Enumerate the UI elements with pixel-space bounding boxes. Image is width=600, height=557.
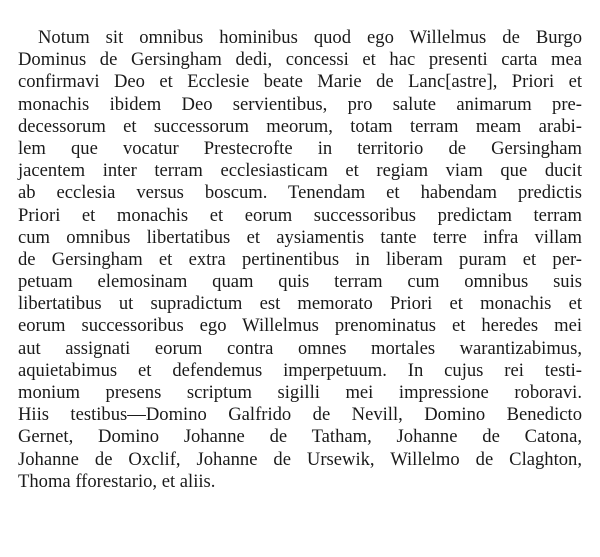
text-line: aut assignati eorum contra omnes mortales warantizabimus, (18, 337, 582, 359)
text-line: lem que vocatur Prestecrofte in territorio de Gersingham (18, 137, 582, 159)
text-line: Gernet, Domino Johanne de Tatham, Johanne de Catona, (18, 426, 582, 448)
text-line: petuam elemosinam quam quis terram cum omnibus suis (18, 271, 582, 293)
text-line: monium presens scriptum sigilli mei impressione roboravi. (18, 382, 582, 403)
text-line: aquietabimus et defendemus imperpetuum. In cujus rei testi- (18, 359, 582, 381)
text-line: Johanne de Oxclif, Johanne de Ursewik, Willelmo de Claghton, (18, 448, 582, 470)
text-line: jacentem inter terram ecclesiasticam et regiam viam que ducit (18, 160, 582, 182)
text-line: confirmavi Deo et Ecclesie beate Marie de Lanc[astre], Priori et (18, 71, 582, 93)
text-line: libertatibus ut supradictum est memorato Priori et monachis et (18, 293, 582, 315)
text-line: Hiis testibus—Domino Galfrido de Nevill, Domino Benedicto (18, 404, 582, 426)
text-line: decessorum et successorum meorum, totam terram meam arabi- (18, 115, 582, 137)
text-line: cum omnibus libertatibus et aysiamentis tante terre infra villam (18, 226, 582, 248)
text-line: ab ecclesia versus boscum. Tenendam et habendam predictis (18, 182, 582, 204)
text-line: monachis ibidem Deo servientibus, pro salute animarum pre- (18, 93, 582, 115)
text-line: de Gersingham et extra pertinentibus in liberam puram et per- (18, 248, 582, 270)
text-line: eorum successoribus ego Willelmus prenominatus et heredes mei (18, 315, 582, 337)
charter-text (18, 27, 582, 493)
text-line: Priori et monachis et eorum successoribus predictam terram (18, 204, 582, 226)
text-line: Thoma fforestario, et aliis. (18, 470, 216, 492)
text-line: Dominus de Gersingham dedi, concessi et hac presenti carta mea (18, 49, 582, 71)
text-line: Notum sit omnibus hominibus quod ego Willelmus de Burgo (38, 27, 582, 48)
